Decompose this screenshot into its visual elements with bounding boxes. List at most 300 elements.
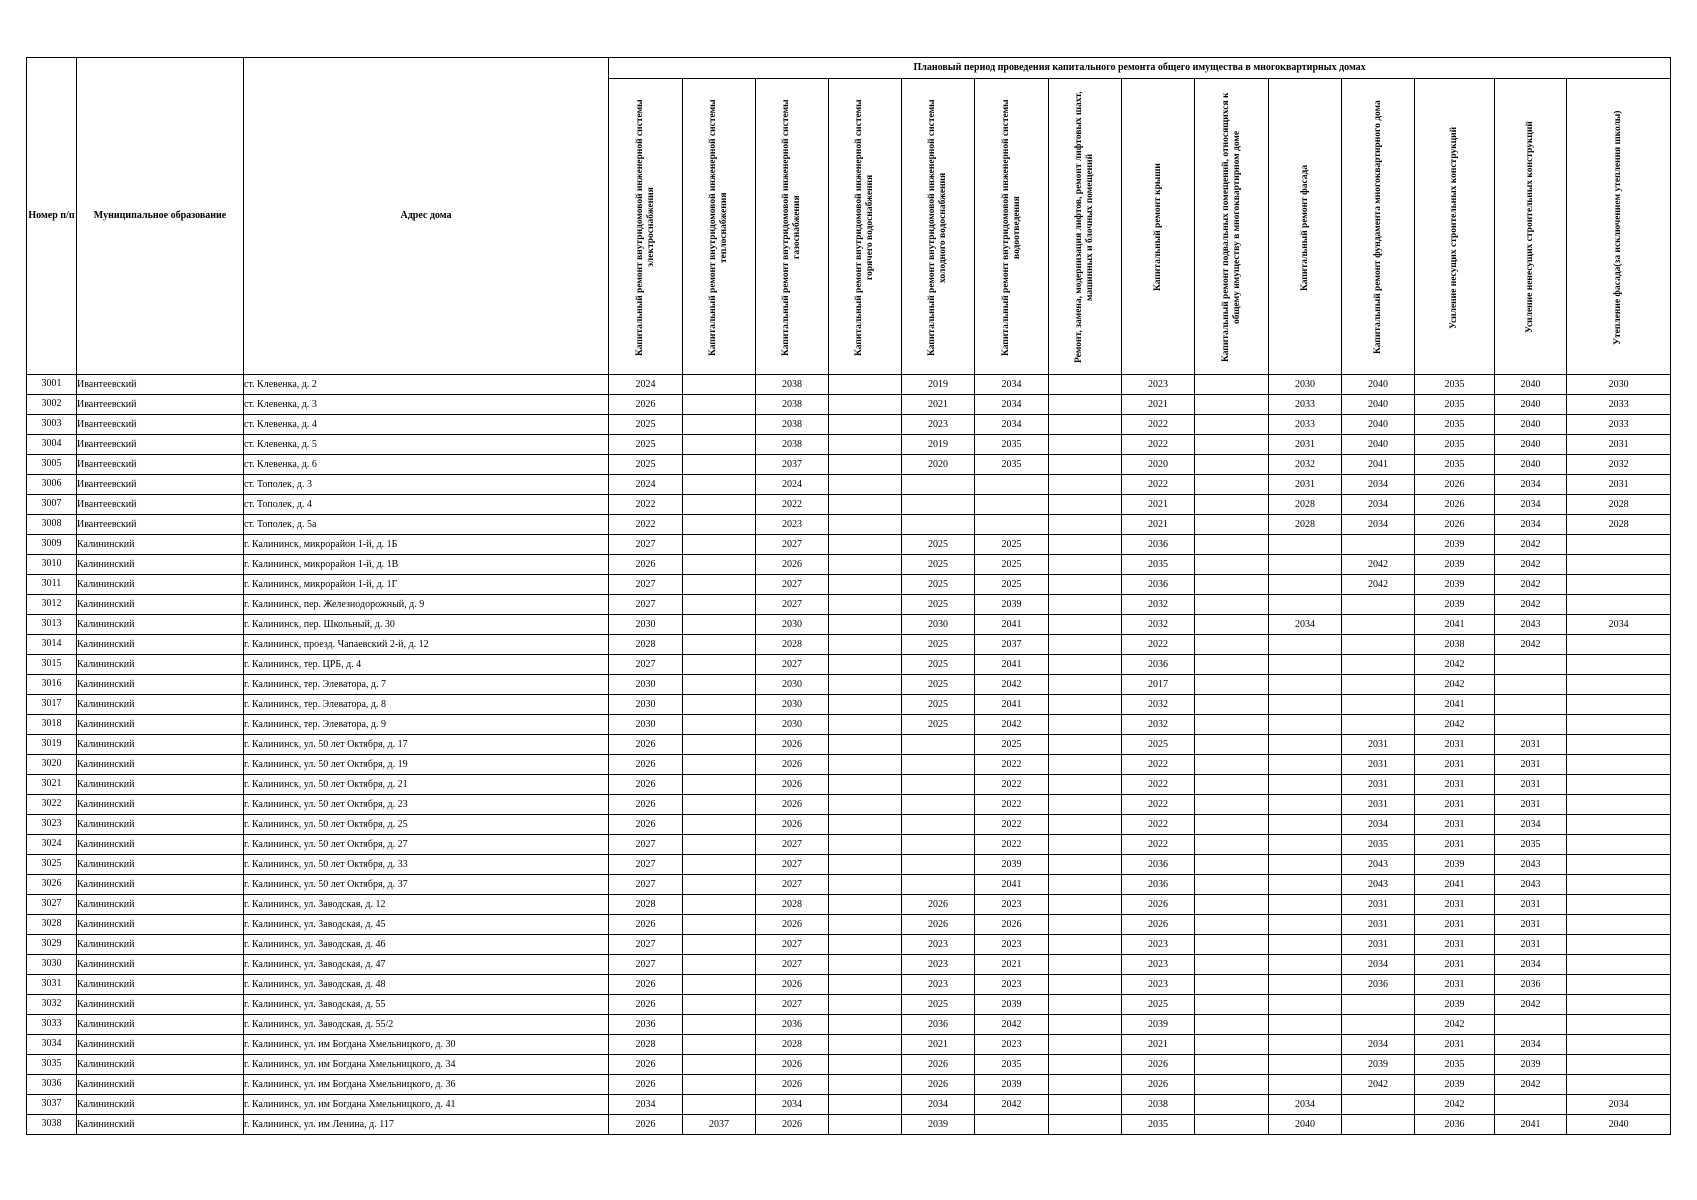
table-row (27, 1035, 1671, 1055)
year-cell (1049, 1035, 1122, 1055)
row-number-cell: 3033 (27, 1015, 77, 1035)
address-cell: г. Калининск, тер. Элеватора, д. 7 (244, 675, 609, 695)
year-cell: 2043 (1342, 875, 1415, 895)
year-cell: 2038 (1415, 635, 1495, 655)
year-cell (1195, 415, 1269, 435)
year-cell: 2022 (975, 815, 1049, 835)
header-work-type (1567, 79, 1671, 375)
table-row (27, 775, 1671, 795)
year-cell: 2022 (1122, 435, 1195, 455)
year-cell (683, 735, 756, 755)
year-cell: 2031 (1495, 755, 1567, 775)
year-cell: 2042 (1342, 575, 1415, 595)
municipality-cell: Калининский (77, 735, 244, 755)
header-work-type (1049, 79, 1122, 375)
year-cell: 2034 (1342, 815, 1415, 835)
municipality-cell: Калининский (77, 655, 244, 675)
municipality-cell: Калининский (77, 1115, 244, 1135)
year-cell: 2027 (609, 855, 683, 875)
year-cell: 2039 (1342, 1055, 1415, 1075)
row-number-cell: 3028 (27, 915, 77, 935)
year-cell: 2035 (1495, 835, 1567, 855)
row-number-cell: 3026 (27, 875, 77, 895)
year-cell: 2026 (756, 775, 829, 795)
table-row (27, 1055, 1671, 1075)
year-cell: 2041 (975, 695, 1049, 715)
year-cell: 2026 (609, 1075, 683, 1095)
year-cell: 2025 (975, 735, 1049, 755)
year-cell: 2026 (902, 1075, 975, 1095)
year-cell (683, 855, 756, 875)
year-cell (1567, 1015, 1671, 1035)
year-cell (1195, 435, 1269, 455)
year-cell: 2034 (1567, 1095, 1671, 1115)
year-cell: 2022 (1122, 635, 1195, 655)
year-cell (829, 495, 902, 515)
year-cell (829, 795, 902, 815)
year-cell (1195, 1035, 1269, 1055)
table-row (27, 1095, 1671, 1115)
year-cell: 2031 (1495, 915, 1567, 935)
header-work-type-label: Капитальный ремонт крыши (1152, 163, 1163, 292)
year-cell (1049, 535, 1122, 555)
municipality-cell: Калининский (77, 935, 244, 955)
municipality-cell: Калининский (77, 1095, 244, 1115)
row-number-cell: 3029 (27, 935, 77, 955)
year-cell: 2031 (1342, 915, 1415, 935)
year-cell (683, 1095, 756, 1115)
year-cell: 2042 (1415, 715, 1495, 735)
year-cell: 2025 (609, 435, 683, 455)
address-cell: ст. Тополек, д. 4 (244, 495, 609, 515)
header-planned-period-group: Плановый период проведения капитального ремонта общего имущества в многоквартирных домах (609, 58, 1671, 79)
year-cell: 2026 (756, 815, 829, 835)
year-cell (1269, 915, 1342, 935)
year-cell: 2031 (1342, 895, 1415, 915)
year-cell (902, 495, 975, 515)
table-row (27, 955, 1671, 975)
year-cell: 2022 (1122, 415, 1195, 435)
year-cell: 2026 (902, 915, 975, 935)
year-cell: 2028 (1567, 515, 1671, 535)
year-cell (1049, 775, 1122, 795)
municipality-cell: Калининский (77, 715, 244, 735)
year-cell: 2034 (1342, 955, 1415, 975)
header-work-type (829, 79, 902, 375)
municipality-cell: Калининский (77, 895, 244, 915)
year-cell: 2031 (1415, 975, 1495, 995)
year-cell: 2031 (1495, 735, 1567, 755)
year-cell: 2034 (1495, 815, 1567, 835)
table-row (27, 915, 1671, 935)
table-row (27, 855, 1671, 875)
year-cell (1342, 1015, 1415, 1035)
municipality-cell: Калининский (77, 995, 244, 1015)
year-cell (829, 915, 902, 935)
year-cell: 2020 (902, 455, 975, 475)
year-cell (1195, 955, 1269, 975)
year-cell (1269, 955, 1342, 975)
year-cell: 2034 (1495, 955, 1567, 975)
address-cell: ст. Тополек, д. 3 (244, 475, 609, 495)
year-cell: 2033 (1567, 395, 1671, 415)
year-cell (829, 595, 902, 615)
row-number-cell: 3012 (27, 595, 77, 615)
year-cell (829, 1115, 902, 1135)
year-cell (1195, 1055, 1269, 1075)
year-cell: 2032 (1567, 455, 1671, 475)
year-cell: 2040 (1567, 1115, 1671, 1135)
year-cell: 2040 (1342, 415, 1415, 435)
address-cell: г. Калининск, ул. 50 лет Октября, д. 17 (244, 735, 609, 755)
year-cell (683, 875, 756, 895)
year-cell (1269, 1035, 1342, 1055)
year-cell: 2034 (975, 395, 1049, 415)
year-cell (829, 995, 902, 1015)
year-cell (683, 375, 756, 395)
year-cell: 2027 (756, 955, 829, 975)
year-cell: 2037 (683, 1115, 756, 1135)
table-row (27, 1115, 1671, 1135)
year-cell: 2030 (1269, 375, 1342, 395)
table-row (27, 595, 1671, 615)
year-cell: 2030 (609, 715, 683, 735)
year-cell (1567, 1075, 1671, 1095)
address-cell: г. Калининск, микрорайон 1-й, д. 1Б (244, 535, 609, 555)
year-cell (1342, 715, 1415, 735)
year-cell: 2035 (1415, 395, 1495, 415)
year-cell (1195, 455, 1269, 475)
header-work-type (609, 79, 683, 375)
header-work-type-label: Капитальный ремонт внутридомовой инженерной системы теплоснабжения (708, 99, 729, 356)
year-cell: 2026 (902, 895, 975, 915)
year-cell: 2030 (609, 675, 683, 695)
row-number-cell: 3003 (27, 415, 77, 435)
year-cell: 2026 (1415, 515, 1495, 535)
year-cell: 2035 (975, 435, 1049, 455)
year-cell: 2039 (1415, 1075, 1495, 1095)
year-cell: 2031 (1415, 795, 1495, 815)
year-cell (1049, 475, 1122, 495)
header-municipality: Муниципальное образование (77, 58, 244, 375)
municipality-cell: Ивантеевский (77, 495, 244, 515)
year-cell: 2037 (975, 635, 1049, 655)
year-cell (1269, 755, 1342, 775)
municipality-cell: Калининский (77, 1075, 244, 1095)
address-cell: ст. Клевенка, д. 4 (244, 415, 609, 435)
year-cell (902, 475, 975, 495)
year-cell: 2026 (756, 1055, 829, 1075)
year-cell: 2024 (756, 475, 829, 495)
year-cell (683, 755, 756, 775)
year-cell: 2026 (1122, 915, 1195, 935)
header-work-type-label: Капитальный ремонт внутридомовой инженерной системы горячего водоснабжения (854, 99, 875, 356)
year-cell: 2027 (756, 835, 829, 855)
year-cell (683, 415, 756, 435)
year-cell: 2023 (902, 935, 975, 955)
year-cell (1195, 1095, 1269, 1115)
year-cell: 2042 (975, 1015, 1049, 1035)
year-cell: 2028 (1269, 495, 1342, 515)
year-cell (683, 495, 756, 515)
municipality-cell: Ивантеевский (77, 435, 244, 455)
table-row (27, 475, 1671, 495)
table-row (27, 455, 1671, 475)
year-cell: 2032 (1122, 595, 1195, 615)
year-cell: 2022 (756, 495, 829, 515)
table-row (27, 535, 1671, 555)
year-cell (975, 495, 1049, 515)
year-cell: 2031 (1495, 775, 1567, 795)
year-cell (902, 835, 975, 855)
year-cell (1269, 735, 1342, 755)
year-cell (683, 915, 756, 935)
year-cell: 2026 (756, 975, 829, 995)
row-number-cell: 3004 (27, 435, 77, 455)
year-cell: 2028 (609, 895, 683, 915)
year-cell (1567, 935, 1671, 955)
year-cell (1567, 1035, 1671, 1055)
year-cell: 2030 (756, 715, 829, 735)
header-work-type (683, 79, 756, 375)
address-cell: ст. Клевенка, д. 5 (244, 435, 609, 455)
year-cell: 2038 (756, 375, 829, 395)
year-cell (1195, 515, 1269, 535)
year-cell (1269, 675, 1342, 695)
year-cell: 2028 (1567, 495, 1671, 515)
year-cell: 2023 (975, 895, 1049, 915)
year-cell: 2035 (1415, 415, 1495, 435)
year-cell (683, 935, 756, 955)
year-cell (1269, 555, 1342, 575)
year-cell (683, 1035, 756, 1055)
year-cell: 2027 (756, 855, 829, 875)
year-cell: 2031 (1415, 755, 1495, 775)
year-cell: 2040 (1269, 1115, 1342, 1135)
year-cell: 2027 (609, 935, 683, 955)
year-cell: 2035 (1415, 1055, 1495, 1075)
year-cell: 2026 (609, 995, 683, 1015)
municipality-cell: Калининский (77, 775, 244, 795)
year-cell: 2031 (1415, 915, 1495, 935)
year-cell: 2031 (1269, 475, 1342, 495)
year-cell (902, 875, 975, 895)
table-row (27, 1015, 1671, 1035)
year-cell: 2039 (975, 595, 1049, 615)
year-cell: 2026 (756, 1075, 829, 1095)
municipality-cell: Калининский (77, 635, 244, 655)
year-cell: 2023 (756, 515, 829, 535)
year-cell: 2042 (1495, 635, 1567, 655)
year-cell (1049, 495, 1122, 515)
year-cell (1049, 875, 1122, 895)
address-cell: г. Калининск, ул. Заводская, д. 45 (244, 915, 609, 935)
year-cell: 2030 (902, 615, 975, 635)
year-cell: 2038 (1122, 1095, 1195, 1115)
table-row (27, 895, 1671, 915)
year-cell (1495, 1095, 1567, 1115)
year-cell: 2035 (1342, 835, 1415, 855)
row-number-cell: 3014 (27, 635, 77, 655)
year-cell: 2039 (1122, 1015, 1195, 1035)
address-cell: г. Калининск, ул. им Богдана Хмельницкого, д. 36 (244, 1075, 609, 1095)
table-row (27, 495, 1671, 515)
year-cell: 2025 (975, 575, 1049, 595)
year-cell: 2043 (1495, 615, 1567, 635)
year-cell: 2025 (902, 635, 975, 655)
year-cell: 2026 (609, 815, 683, 835)
header-work-type-label: Капитальный ремонт внутридомовой инженерной системы холодного водоснабжения (927, 99, 948, 356)
year-cell: 2025 (902, 675, 975, 695)
year-cell (1049, 655, 1122, 675)
year-cell (1342, 655, 1415, 675)
year-cell: 2042 (1495, 995, 1567, 1015)
year-cell: 2034 (1342, 515, 1415, 535)
year-cell (1195, 855, 1269, 875)
municipality-cell: Калининский (77, 975, 244, 995)
year-cell (683, 1015, 756, 1035)
year-cell (1342, 695, 1415, 715)
year-cell (829, 655, 902, 675)
year-cell (1342, 1095, 1415, 1115)
year-cell (1342, 675, 1415, 695)
year-cell (683, 655, 756, 675)
year-cell (1567, 835, 1671, 855)
year-cell: 2023 (1122, 375, 1195, 395)
year-cell: 2017 (1122, 675, 1195, 695)
year-cell (683, 395, 756, 415)
year-cell (1567, 795, 1671, 815)
year-cell (683, 435, 756, 455)
table-row (27, 1075, 1671, 1095)
year-cell (1567, 635, 1671, 655)
municipality-cell: Калининский (77, 615, 244, 635)
municipality-cell: Ивантеевский (77, 375, 244, 395)
address-cell: г. Калининск, ул. 50 лет Октября, д. 33 (244, 855, 609, 875)
year-cell (1195, 715, 1269, 735)
year-cell (683, 635, 756, 655)
year-cell: 2043 (1495, 875, 1567, 895)
year-cell: 2023 (902, 415, 975, 435)
year-cell (829, 875, 902, 895)
year-cell (1049, 955, 1122, 975)
year-cell (1342, 595, 1415, 615)
year-cell: 2034 (902, 1095, 975, 1115)
year-cell: 2026 (756, 735, 829, 755)
table-row (27, 515, 1671, 535)
year-cell: 2031 (1415, 735, 1495, 755)
year-cell (1049, 1095, 1122, 1115)
year-cell (1049, 515, 1122, 535)
year-cell: 2034 (1269, 1095, 1342, 1115)
year-cell (1049, 675, 1122, 695)
year-cell: 2026 (1415, 495, 1495, 515)
year-cell (683, 475, 756, 495)
year-cell: 2039 (1415, 595, 1495, 615)
municipality-cell: Калининский (77, 675, 244, 695)
year-cell: 2032 (1122, 695, 1195, 715)
year-cell: 2034 (756, 1095, 829, 1115)
year-cell (1195, 535, 1269, 555)
year-cell (1269, 655, 1342, 675)
year-cell (1269, 1015, 1342, 1035)
year-cell (1195, 555, 1269, 575)
row-number-cell: 3007 (27, 495, 77, 515)
year-cell (1269, 575, 1342, 595)
year-cell: 2026 (609, 735, 683, 755)
year-cell (1269, 595, 1342, 615)
header-work-type (1342, 79, 1415, 375)
table-row (27, 815, 1671, 835)
row-number-cell: 3016 (27, 675, 77, 695)
year-cell (1049, 615, 1122, 635)
year-cell (1269, 975, 1342, 995)
table-row (27, 875, 1671, 895)
table-body (27, 375, 1671, 1135)
header-work-type (1195, 79, 1269, 375)
year-cell: 2042 (1495, 535, 1567, 555)
year-cell (1195, 615, 1269, 635)
year-cell (1567, 995, 1671, 1015)
year-cell (1269, 855, 1342, 875)
year-cell (1495, 655, 1567, 675)
capital-repair-schedule-table (26, 57, 1671, 1135)
year-cell: 2042 (975, 1095, 1049, 1115)
year-cell (683, 695, 756, 715)
year-cell (1269, 815, 1342, 835)
year-cell: 2037 (756, 455, 829, 475)
municipality-cell: Калининский (77, 955, 244, 975)
address-cell: г. Калининск, ул. 50 лет Октября, д. 37 (244, 875, 609, 895)
header-work-type-label: Усиление ненесущих строительных конструкций (1525, 121, 1535, 334)
year-cell (902, 515, 975, 535)
year-cell (829, 375, 902, 395)
year-cell: 2022 (975, 775, 1049, 795)
table-row (27, 395, 1671, 415)
year-cell (1195, 1015, 1269, 1035)
year-cell (902, 755, 975, 775)
year-cell (1567, 895, 1671, 915)
year-cell (683, 455, 756, 475)
year-cell: 2036 (1122, 855, 1195, 875)
table-row (27, 935, 1671, 955)
row-number-cell: 3009 (27, 535, 77, 555)
address-cell: г. Калининск, ул. Заводская, д. 46 (244, 935, 609, 955)
year-cell (829, 1095, 902, 1115)
year-cell: 2036 (902, 1015, 975, 1035)
year-cell: 2039 (975, 995, 1049, 1015)
year-cell: 2023 (975, 975, 1049, 995)
year-cell (902, 815, 975, 835)
year-cell (1269, 635, 1342, 655)
year-cell: 2026 (1122, 1055, 1195, 1075)
year-cell (683, 795, 756, 815)
address-cell: г. Калининск, тер. ЦРБ, д. 4 (244, 655, 609, 675)
year-cell: 2042 (1415, 1095, 1495, 1115)
year-cell: 2040 (1495, 415, 1567, 435)
year-cell: 2039 (1415, 535, 1495, 555)
year-cell (1049, 835, 1122, 855)
year-cell (1342, 1115, 1415, 1135)
year-cell: 2026 (756, 555, 829, 575)
table-row (27, 575, 1671, 595)
year-cell: 2025 (902, 655, 975, 675)
municipality-cell: Калининский (77, 875, 244, 895)
year-cell (1269, 1075, 1342, 1095)
year-cell: 2030 (1567, 375, 1671, 395)
year-cell: 2022 (1122, 835, 1195, 855)
year-cell: 2026 (609, 395, 683, 415)
